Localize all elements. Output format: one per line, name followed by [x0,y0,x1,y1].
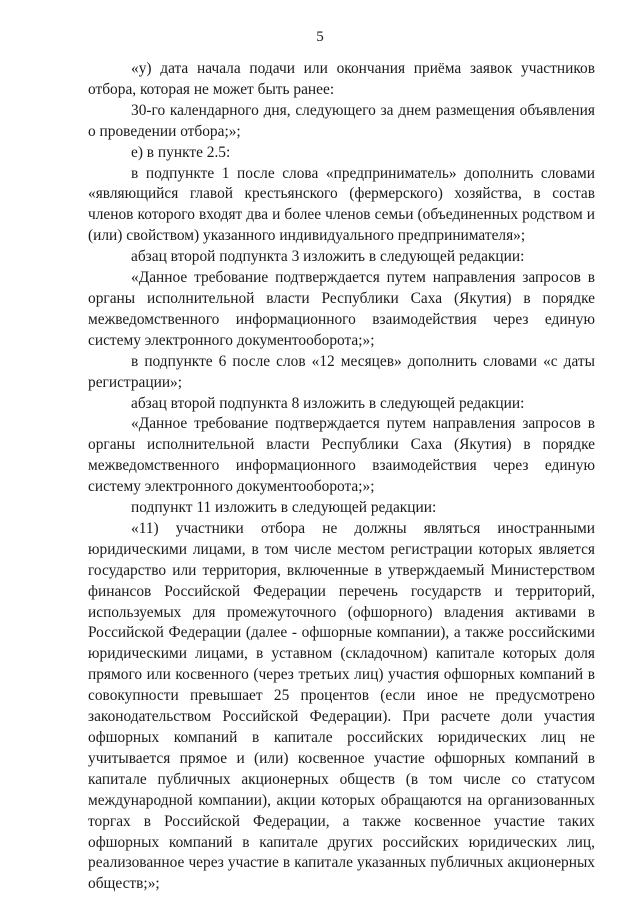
document-body [88,59,595,895]
paragraph-subpoint-8-intro: абзац второй подпункта 8 изложить в следующей редакции: [131,394,525,412]
paragraph-subpoint-3-text: «Данное требование подтверждается путем направления запросов в органы исполнительной власти Республики Саха (Якутия) в порядке межведомственного информационного взаимодействия через единую систему электронного документооборота;»; [88,269,595,349]
paragraph-subpoint-8-text: «Данное требование подтверждается путем направления запросов в органы исполнительной власти Республики Саха (Якутия) в порядке межведомственного информационного взаимодействия через единую систему электронного документооборота;»; [88,415,595,496]
paragraph-point-2-5: е) в пункте 2.5: [131,143,231,161]
paragraph-subpoint-11-intro: подпункт 11 изложить в следующей редакции: [131,499,437,517]
paragraph-30-day-deadline: 30-го календарного дня, следующего за днем размещения объявления о проведении отбора;»; [88,101,595,140]
paragraph-subpoint-11-text: «11) участники отбора не должны являться иностранными юридическими лицами, в том числе местом регистрации которых является государство или территория, включенные в утверждаемый Министерством финансов Российской Федерации перечень государств и территорий, используемых для промежуточного (офшорного) владения активами в Российской Федерации (далее - офшорные компании), а также российскими юридическими лицами, в уставном (складочном) капитале которых доля прямого или косвенного (через третьих лиц) участия офшорных компаний в совокупности превышает 25 процентов (если иное не предусмотрено законодательством Российской Федерации). При расчете доли участия офшорных компаний в капитале российских юридических лиц не учитывается прямое и (или) косвенное участие офшорных компаний в капитале публичных акционерных обществ (в том числе со статусом международной компании), акции которых обращаются на организованных торгах в Российской Федерации, а также косвенное участие таких офшорных компаний в капитале других российских юридических лиц, реализованное через участие в капитале указанных публичных акционерных обществ;»; [88,519,595,893]
paragraph-subpoint-6: в подпункте 6 после слов «12 месяцев» дополнить словами «с даты регистрации»; [88,352,595,391]
page-number: 5 [316,29,324,45]
paragraph-item-u: «у) дата начала подачи или окончания приёма заявок участников отбора, которая не может быть ранее: [88,60,595,98]
paragraph-subpoint-1: в подпункте 1 после слова «предприниматель» дополнить словами «являющийся главой крестьянского (фермерского) хозяйства, в состав членов которого входят два и более членов семьи (объединенных родством и (или) свойством) указанного индивидуального предпринимателя»; [88,164,595,245]
paragraph-subpoint-3-intro: абзац второй подпункта 3 изложить в следующей редакции: [131,248,525,266]
